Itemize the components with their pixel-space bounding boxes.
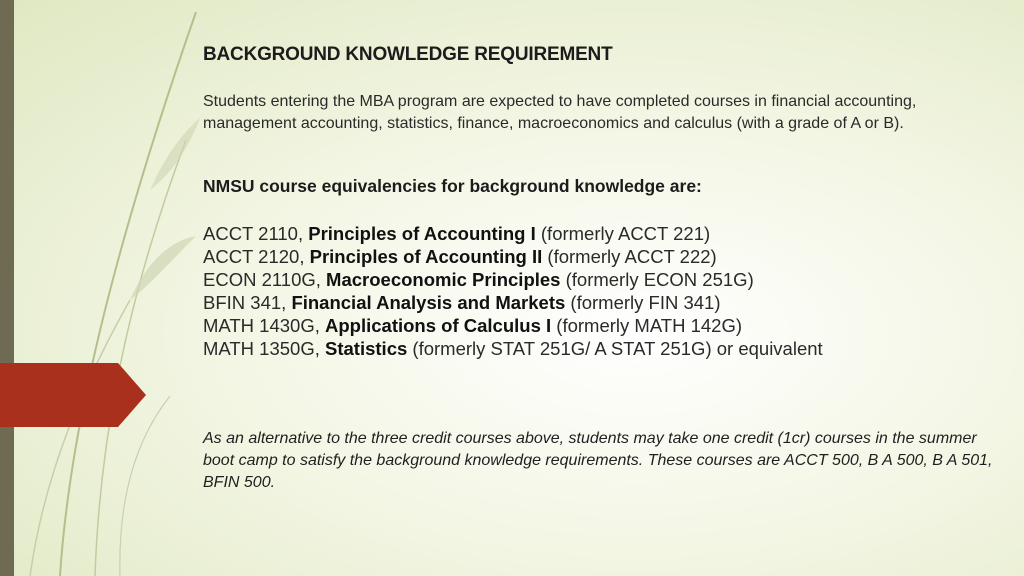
stem-curve-3 xyxy=(30,300,130,576)
course-note: (formerly STAT 251G/ A STAT 251G) or equivalent xyxy=(407,338,823,359)
course-item xyxy=(203,245,823,268)
red-arrow-shape xyxy=(0,363,146,427)
stem-curve-2 xyxy=(95,140,186,576)
course-item xyxy=(203,291,823,314)
course-name: Statistics xyxy=(325,338,408,359)
course-list xyxy=(203,222,823,360)
course-item xyxy=(203,314,823,337)
course-note: (formerly ACCT 222) xyxy=(542,246,717,267)
red-arrow-tab xyxy=(0,363,146,427)
course-name: Macroeconomic Principles xyxy=(326,269,561,290)
stem-curve-1 xyxy=(60,12,196,576)
slide-title: BACKGROUND KNOWLEDGE REQUIREMENT xyxy=(203,44,613,65)
stem-leaf-1 xyxy=(130,236,196,300)
course-code: MATH 1430G, xyxy=(203,315,326,336)
course-name: Principles of Accounting II xyxy=(309,246,543,267)
course-note: (formerly FIN 341) xyxy=(565,292,721,313)
course-item xyxy=(203,268,823,291)
intro-paragraph: Students entering the MBA program are expected to have completed courses in financial accounting, management accounting, statistics, finance, macroeconomics and calculus (with a grade of A or B). xyxy=(203,93,917,132)
course-code: ACCT 2110, xyxy=(203,223,309,244)
course-code: BFIN 341, xyxy=(203,292,292,313)
course-name: Applications of Calculus I xyxy=(325,315,552,336)
course-note: (formerly ACCT 221) xyxy=(535,223,711,244)
course-code: ACCT 2120, xyxy=(203,246,310,267)
alternative-note: As an alternative to the three credit courses above, students may take one credit (1cr) courses in the summer boot camp to satisfy the background knowledge requirements. These courses are ACCT 500, B A 500, B A 501, BFIN 500. xyxy=(203,430,993,491)
course-name: Financial Analysis and Markets xyxy=(291,292,566,313)
course-code: ECON 2110G, xyxy=(203,269,327,290)
course-note: (formerly ECON 251G) xyxy=(560,269,754,290)
course-name: Principles of Accounting I xyxy=(308,223,536,244)
course-code: MATH 1350G, xyxy=(203,338,326,359)
course-item xyxy=(203,337,823,360)
course-item xyxy=(203,222,823,245)
course-note: (formerly MATH 142G) xyxy=(551,315,743,336)
equivalency-heading: NMSU course equivalencies for background knowledge are: xyxy=(203,176,702,196)
